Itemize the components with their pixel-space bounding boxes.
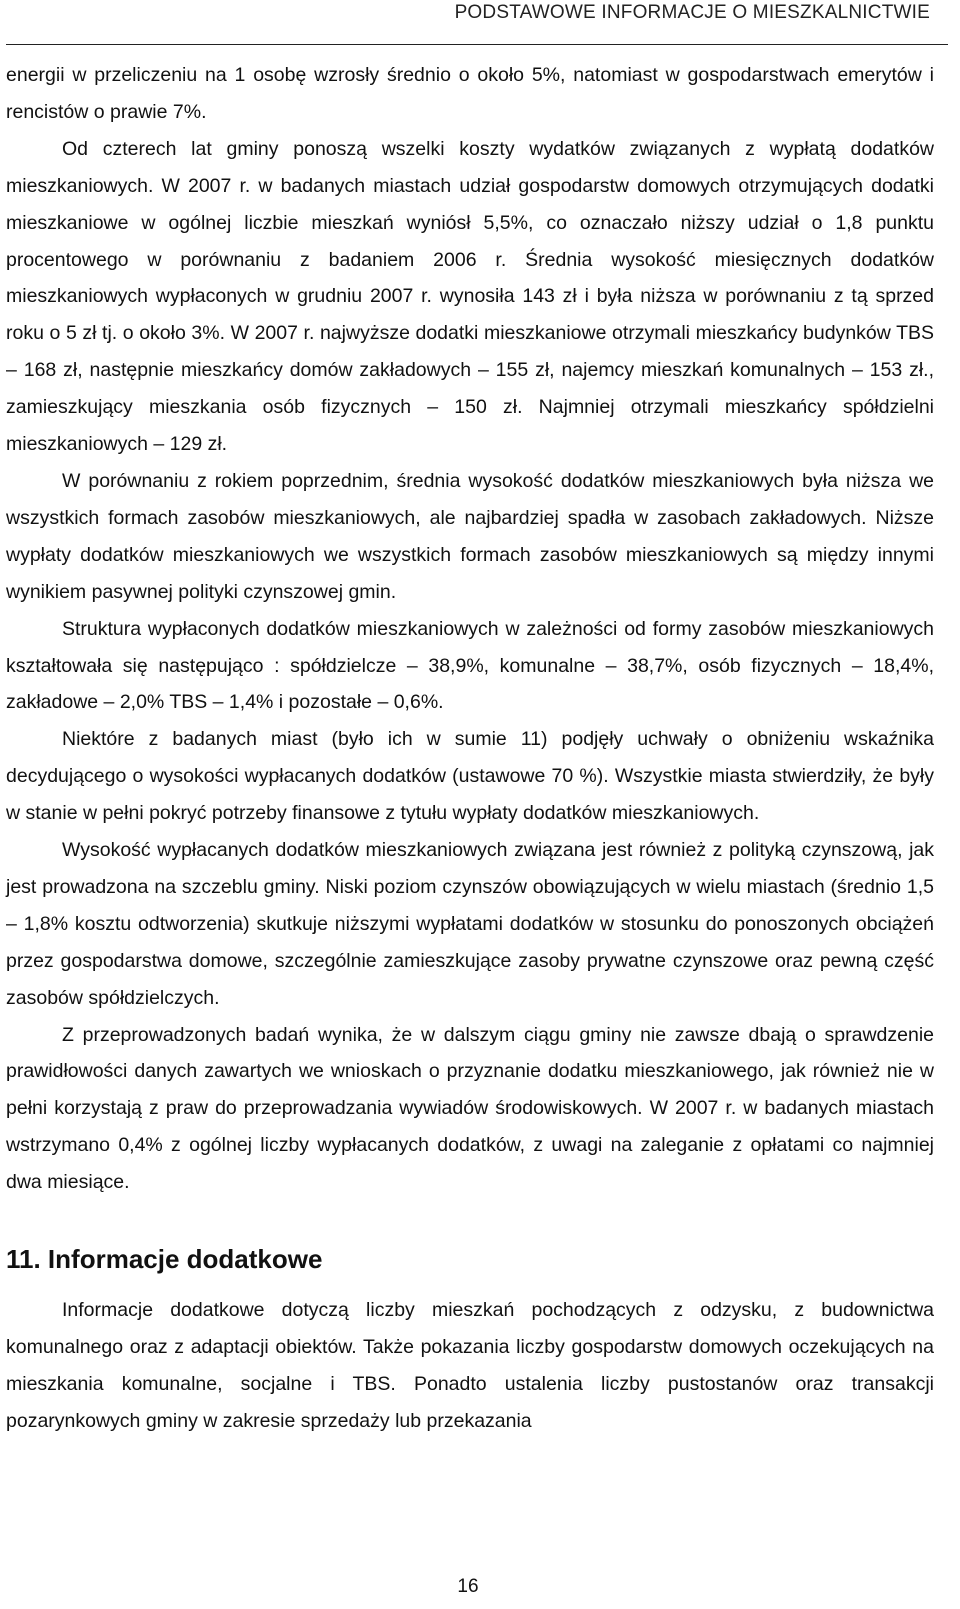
running-header: PODSTAWOWE INFORMACJE O MIESZKALNICTWIE	[454, 2, 930, 23]
header-rule	[6, 44, 948, 45]
section-heading: 11. Informacje dodatkowe	[6, 1244, 323, 1275]
paragraph-verification: Z przeprowadzonych badań wynika, że w dalszym ciągu gminy nie zawsze dbają o sprawdzenie prawidłowości danych zawartych we wnioskach o przyznanie dodatku mieszkaniowego, jak również nie w pełni korzystają z praw do przeprowadzania wywiadów środowiskowych. W 2007 r. w badanych miastach wstrzymano 0,4% z ogólnej liczby wypłacanych dodatków, z uwagi na zaleganie z opłatami co najmniej dwa miesiące.	[6, 1023, 934, 1194]
paragraph-additional-info: Informacje dodatkowe dotyczą liczby mieszkań pochodzących z odzysku, z budownictwa komunalnego oraz z adaptacji obiektów. Także pokazania liczby gospodarstw domowych oczekujących na mieszkania komunalne, socjalne i TBS. Ponadto ustalenia liczby pustostanów oraz transakcji pozarynkowych gminy w zakresie sprzedaży lub przekazania	[6, 1299, 934, 1432]
paragraph-rent-policy: Wysokość wypłacanych dodatków mieszkaniowych związana jest również z polityką czynszową, jak jest prowadzona na szczeblu gminy. Niski poziom czynszów obowiązujących w wielu miastach (średnio 1,5 – 1,8% kosztu odtworzenia) skutkuje niższymi wypłatami dodatków w stosunku do ponoszonych obciążeń przez gospodarstwa domowe, szczególnie zamieszkujące zasoby prywatne czynszowe oraz pewną część zasobów spółdzielczych.	[6, 839, 934, 1009]
paragraph-resolutions: Niektóre z badanych miast (było ich w sumie 11) podjęły uchwały o obniżeniu wskaźnika decydującego o wysokości wypłacanych dodatków (ustawowe 70 %). Wszystkie miasta stwierdziły, że były w stanie w pełni pokryć potrzeby finansowe z tytułu wypłaty dodatków mieszkaniowych.	[6, 728, 934, 825]
page-number: 16	[457, 1576, 479, 1597]
document-body	[6, 57, 934, 1440]
paragraph-yearly-comparison: W porównaniu z rokiem poprzednim, średnia wysokość dodatków mieszkaniowych była niższa we wszystkich formach zasobów mieszkaniowych, ale najbardziej spadła w zasobach zakładowych. Niższe wypłaty dodatków mieszkaniowych we wszystkich formach zasobów mieszkaniowych są między innymi wynikiem pasywnej polityki czynszowej gmin.	[6, 469, 934, 603]
paragraph-housing-allowance-costs: Od czterech lat gminy ponoszą wszelki koszty wydatków związanych z wypłatą dodatków mieszkaniowych. W 2007 r. w badanych miastach udział gospodarstw domowych otrzymujących dodatki mieszkaniowe w ogólnej liczbie mieszkań wyniósł 5,5%, co oznaczało niższy udział o 1,8 punktu procentowego w porównaniu z badaniem 2006 r. Średnia wysokość miesięcznych dodatków mieszkaniowych wypłaconych w grudniu 2007 r. wynosiła 143 zł i była niższa w porównaniu z tą sprzed roku o 5 zł tj. o około 3%. W 2007 r. najwyższe dodatki mieszkaniowe otrzymali mieszkańcy budynków TBS – 168 zł, następnie mieszkańcy domów zakładowych – 155 zł, najemcy mieszkań komunalnych – 153 zł., zamieszkujący mieszkania osób fizycznych – 150 zł. Najmniej otrzymali mieszkańcy spółdzielni mieszkaniowych – 129 zł.	[6, 137, 934, 456]
paragraph-continuation: energii w przeliczeniu na 1 osobę wzrosły średnio o około 5%, natomiast w gospodarstwach emerytów i rencistów o prawie 7%.	[6, 64, 934, 123]
paragraph-structure: Struktura wypłaconych dodatków mieszkaniowych w zależności od formy zasobów mieszkaniowych kształtowała się następująco : spółdzielcze – 38,9%, komunalne – 38,7%, osób fizycznych – 18,4%, zakładowe – 2,0% TBS – 1,4% i pozostałe – 0,6%.	[6, 617, 934, 714]
